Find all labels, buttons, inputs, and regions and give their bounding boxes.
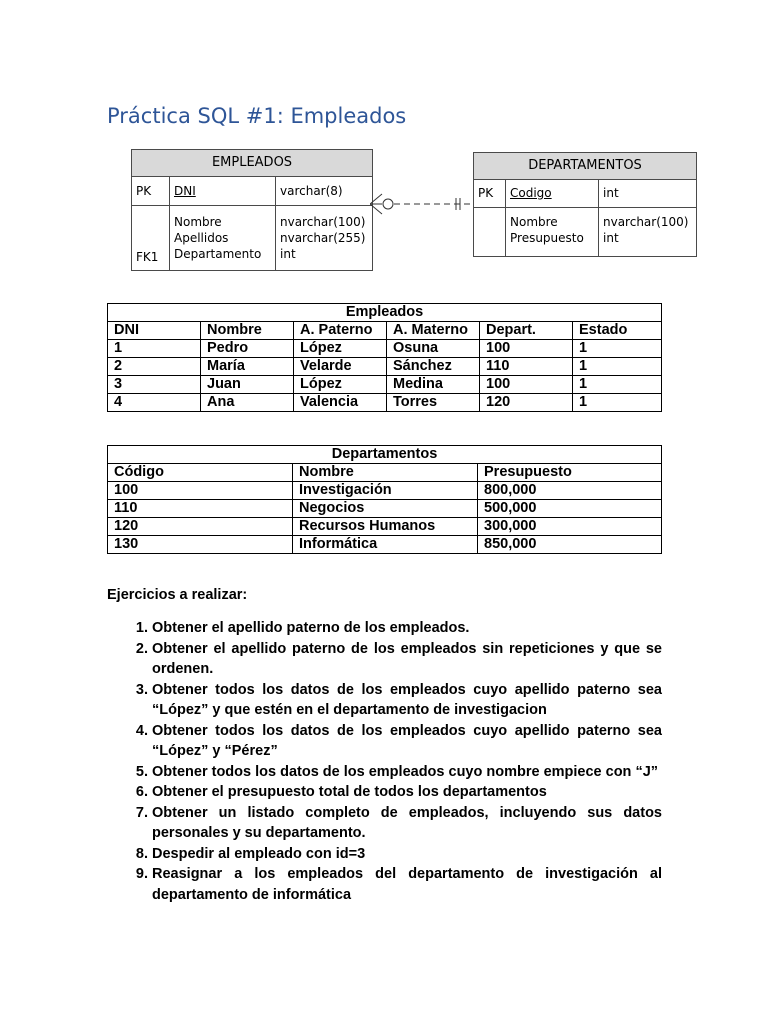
table-cell: Investigación [293, 482, 478, 500]
table-cell: López [294, 340, 387, 358]
fk-label: FK1 [136, 250, 159, 264]
list-item: 4. Obtener todos los datos de los empleados cuyo apellido paterno sea “López” y “Pérez” [152, 721, 662, 762]
table-cell: 300,000 [478, 518, 662, 536]
table-cell: 3 [108, 376, 201, 394]
table-cell: 1 [573, 394, 662, 412]
table-cell: María [201, 358, 294, 376]
table-cell: Sánchez [387, 358, 480, 376]
table-cell: Recursos Humanos [293, 518, 478, 536]
table-cell: 1 [108, 340, 201, 358]
table-cell: 800,000 [478, 482, 662, 500]
list-item: 5. Obtener todos los datos de los empleados cuyo nombre empiece con “J” [152, 762, 662, 783]
table-cell: 500,000 [478, 500, 662, 518]
list-item: 7. Obtener un listado completo de empleados, incluyendo sus datos personales y su departamento. [152, 803, 662, 844]
column-header: Nombre [201, 322, 294, 340]
table-row [108, 340, 662, 358]
table-caption: Departamentos [108, 446, 662, 464]
column-header: Estado [573, 322, 662, 340]
pk-type: varchar(8) [280, 184, 343, 198]
field-name: Apellidos [174, 231, 229, 245]
pk-field: DNI [170, 177, 276, 205]
column-header: A. Paterno [294, 322, 387, 340]
entity-header: DEPARTAMENTOS [474, 153, 696, 180]
table-row [108, 358, 662, 376]
table-cell: 1 [573, 340, 662, 358]
departamentos-table [107, 445, 662, 554]
table-cell: 100 [480, 376, 573, 394]
page-title: Práctica SQL #1: Empleados [107, 104, 407, 128]
field-type: nvarchar(255) [280, 231, 366, 245]
column-header: Nombre [293, 464, 478, 482]
table-cell: 2 [108, 358, 201, 376]
column-header: A. Materno [387, 322, 480, 340]
table-cell: Medina [387, 376, 480, 394]
list-item: 9. Reasignar a los empleados del departamento de investigación al departamento de informática [152, 864, 662, 905]
relationship-line [370, 190, 475, 220]
entity-header: EMPLEADOS [132, 150, 372, 177]
table-cell: 110 [480, 358, 573, 376]
exercises-list [107, 618, 662, 905]
column-header: DNI [108, 322, 201, 340]
table-cell: Pedro [201, 340, 294, 358]
field-type: int [280, 247, 296, 261]
list-item: 6. Obtener el presupuesto total de todos los departamentos [152, 782, 662, 803]
field-type: int [603, 231, 619, 245]
table-row [108, 376, 662, 394]
table-row [108, 518, 662, 536]
field-name: Presupuesto [510, 231, 584, 245]
table-cell: Torres [387, 394, 480, 412]
table-cell: 110 [108, 500, 293, 518]
table-row [108, 394, 662, 412]
table-cell: Juan [201, 376, 294, 394]
table-row [108, 500, 662, 518]
table-cell: 100 [480, 340, 573, 358]
table-cell: 100 [108, 482, 293, 500]
column-header: Depart. [480, 322, 573, 340]
column-header: Código [108, 464, 293, 482]
table-cell: 130 [108, 536, 293, 554]
table-cell: Valencia [294, 394, 387, 412]
table-cell: Negocios [293, 500, 478, 518]
table-cell: López [294, 376, 387, 394]
list-item: 2. Obtener el apellido paterno de los empleados sin repeticiones y que se ordenen. [152, 639, 662, 680]
field-name: Nombre [510, 215, 558, 229]
table-cell: Velarde [294, 358, 387, 376]
table-cell: 1 [573, 376, 662, 394]
exercises-heading: Ejercicios a realizar: [107, 587, 248, 603]
field-name: Departamento [174, 247, 262, 261]
pk-label: PK [132, 177, 170, 205]
field-type: nvarchar(100) [603, 215, 689, 229]
pk-label: PK [474, 180, 506, 207]
er-entity-empleados [131, 149, 373, 271]
table-cell: 850,000 [478, 536, 662, 554]
table-row [108, 536, 662, 554]
column-header: Presupuesto [478, 464, 662, 482]
table-cell: 1 [573, 358, 662, 376]
table-caption: Empleados [108, 304, 662, 322]
table-row [108, 482, 662, 500]
field-name: Nombre [174, 215, 222, 229]
table-cell: Osuna [387, 340, 480, 358]
er-entity-departamentos [473, 152, 697, 257]
list-item: 8. Despedir al empleado con id=3 [152, 844, 662, 865]
table-cell: 120 [480, 394, 573, 412]
pk-field: Codigo [506, 180, 599, 207]
empleados-table [107, 303, 662, 412]
list-item: 3. Obtener todos los datos de los empleados cuyo apellido paterno sea “López” y que estén en el departamento de investigacion [152, 680, 662, 721]
field-type: nvarchar(100) [280, 215, 366, 229]
table-cell: 4 [108, 394, 201, 412]
pk-type: int [603, 186, 619, 200]
table-cell: Informática [293, 536, 478, 554]
list-item: 1. Obtener el apellido paterno de los empleados. [152, 618, 662, 639]
table-cell: 120 [108, 518, 293, 536]
table-cell: Ana [201, 394, 294, 412]
